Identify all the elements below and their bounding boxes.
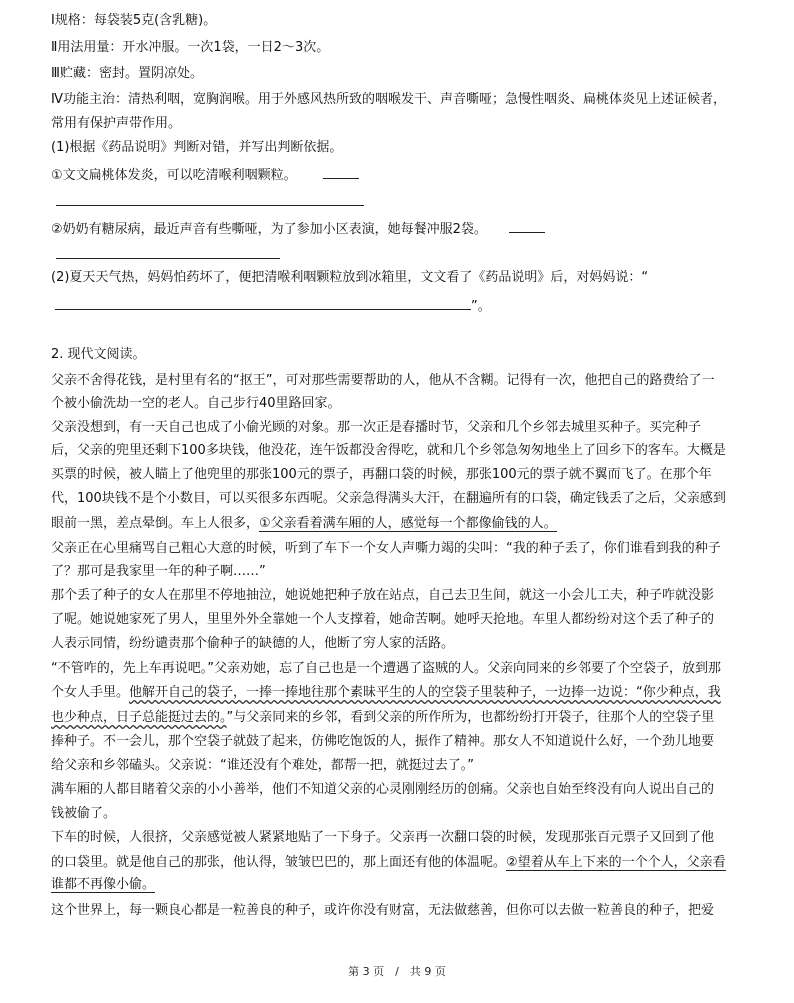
para-5-line-2-text: 个女人手里。 (51, 685, 130, 700)
para-2-line-2: 后，父亲的兜里还剩下100多块钱，他没花，连午饭都没舍得吃，就和几个乡邻急匆匆地坐上了回乡下的客车。大概是 (51, 443, 726, 458)
para-4-line-1: 那个丢了种子的女人在那里不停地抽泣，她说她把种子放在站点，自己去卫生间，就这一小会儿工夫，种子咋就没影 (51, 588, 715, 603)
para-5-line-5: 给父亲和乡邻磕头。父亲说：“谁还没有个难处，都帮一把，就挺过去了。” (51, 758, 474, 773)
spec-line-5: 常用有保护声带作用。 (51, 116, 182, 131)
page-footer: 第 3 页 / 共 9 页 (348, 965, 446, 978)
para-6-line-2: 钱被偷了。 (51, 806, 117, 821)
underlined-sentence-2-cont: 谁都不再像小偷。 (51, 877, 156, 892)
reading-heading: 2. 现代文阅读。 (51, 347, 146, 362)
para-5-line-1: “不管咋的，先上车再说吧。”父亲劝她，忘了自己也是一个遭遇了盗贼的人。父亲向同来的乡邻要了个空袋子，放到那 (51, 661, 721, 676)
para-7-line-3 (51, 877, 155, 893)
answer-blank-short-2[interactable] (509, 219, 545, 233)
para-1-line-1: 父亲不舍得花钱，是村里有名的“抠王”，可对那些需要帮助的人，他从不含糊。记得有一次，他把自己的路费给了一 (51, 373, 715, 388)
answer-line-1[interactable] (56, 205, 364, 206)
question-2-end: ”。 (471, 299, 491, 314)
spec-line-1: Ⅰ规格：每袋装5克(含乳糖)。 (51, 13, 217, 28)
para-5-line-3 (51, 710, 714, 726)
para-5-line-4: 捧种子。不一会儿，那个空袋子就鼓了起来，仿佛吃饱饭的人，振作了精神。那女人不知道说什么好，一个劲儿地要 (51, 734, 715, 749)
question-1-item-1 (51, 165, 359, 184)
para-3-line-1: 父亲正在心里痛骂自己粗心大意的时候，听到了车下一个女人声嘶力竭的尖叫：“我的种子丢了，你们谁看到我的种子 (51, 541, 721, 556)
para-2-line-3: 买票的时候，被人瞄上了他兜里的那张100元的票子，再翻口袋的时候，那张100元的票子就不翼而飞了。在那个年 (51, 467, 712, 482)
answer-line-3[interactable] (55, 296, 471, 310)
para-6-line-1: 满车厢的人都目睹着父亲的小小善举，他们不知道父亲的心灵刚刚经历的创痛。父亲也自始至终没有向人说出自己的 (51, 782, 715, 797)
para-2-line-5-text: 眼前一黑，差点晕倒。车上人很多， (51, 516, 260, 531)
underlined-sentence-1: ①父亲看着满车厢的人，感觉每一个都像偷钱的人。 (259, 516, 557, 531)
para-1-line-2: 个被小偷洗劫一空的老人。自己步行40里路回家。 (51, 396, 341, 411)
spec-line-3: Ⅲ贮藏：密封。置阴凉处。 (51, 66, 203, 81)
question-1-item-2 (51, 219, 545, 238)
wavy-underline-sentence-2: 也少种点，日子总能挺过去的。 (51, 710, 227, 725)
answer-blank-short-1[interactable] (323, 165, 359, 179)
question-2-prompt: (2)夏天天气热，妈妈怕药坏了，便把清喉利咽颗粒放到冰箱里，文文看了《药品说明》后，对妈妈说：“ (51, 270, 649, 285)
spec-line-4: Ⅳ功能主治：清热利咽，宽胸润喉。用于外感风热所致的咽喉发干、声音嘶哑；急慢性咽炎、扁桃体炎见上述证候者， (51, 92, 726, 107)
para-2-line-5 (51, 516, 557, 532)
para-2-line-4: 代，100块钱不是个小数目，可以买很多东西呢。父亲急得满头大汗，在翻遍所有的口袋，确定钱丢了之后，父亲感到 (51, 491, 726, 506)
para-2-line-1: 父亲没想到，有一天自己也成了小偷光顾的对象。那一次正是春播时节，父亲和几个乡邻去城里买种子。买完种子 (51, 420, 702, 435)
para-7-line-2 (51, 855, 726, 871)
para-8-line-1: 这个世界上，每一颗良心都是一粒善良的种子，或许你没有财富，无法做慈善，但你可以去做一粒善良的种子，把爱 (51, 903, 715, 918)
para-4-line-2: 了呢。她说她家死了男人，里里外外全靠她一个人支撑着，她命苦啊。她呼天抢地。车里人都纷纷对这个丢了种子的 (51, 612, 715, 627)
item-1-text: ①文文扁桃体发炎，可以吃清喉利咽颗粒。 (51, 168, 297, 183)
question-2-answer-row (51, 296, 491, 315)
para-5-line-2 (51, 685, 721, 701)
item-2-text: ②奶奶有糖尿病，最近声音有些嘶哑，为了参加小区表演，她每餐冲服2袋。 (51, 222, 487, 237)
para-3-line-2: 了？那可是我家里一年的种子啊……” (51, 564, 266, 579)
answer-line-2[interactable] (56, 258, 280, 259)
para-7-line-2-text: 的口袋里。就是他自己的那张，他认得，皱皱巴巴的，那上面还有他的体温呢。 (51, 855, 507, 870)
para-4-line-3: 人表示同情，纷纷谴责那个偷种子的缺德的人，他断了穷人家的活路。 (51, 636, 455, 651)
wavy-underline-sentence-1: 他解开自己的袋子，一捧一捧地往那个素昧平生的人的空袋子里装种子，一边捧一边说：“你少种点，我 (129, 685, 721, 700)
para-5-line-3-text: ”与父亲同来的乡邻，看到父亲的所作所为，也都纷纷打开袋子，往那个人的空袋子里 (226, 710, 715, 725)
spec-line-2: Ⅱ用法用量：开水冲服。一次1袋，一日2～3次。 (51, 40, 330, 55)
underlined-sentence-2: ②望着从车上下来的一个个人，父亲看 (506, 855, 726, 870)
question-1-prompt: (1)根据《药品说明》判断对错，并写出判断依据。 (51, 140, 343, 155)
para-7-line-1: 下车的时候，人很挤，父亲感觉被人紧紧地贴了一下身子。父亲再一次翻口袋的时候，发现那张百元票子又回到了他 (51, 830, 715, 845)
